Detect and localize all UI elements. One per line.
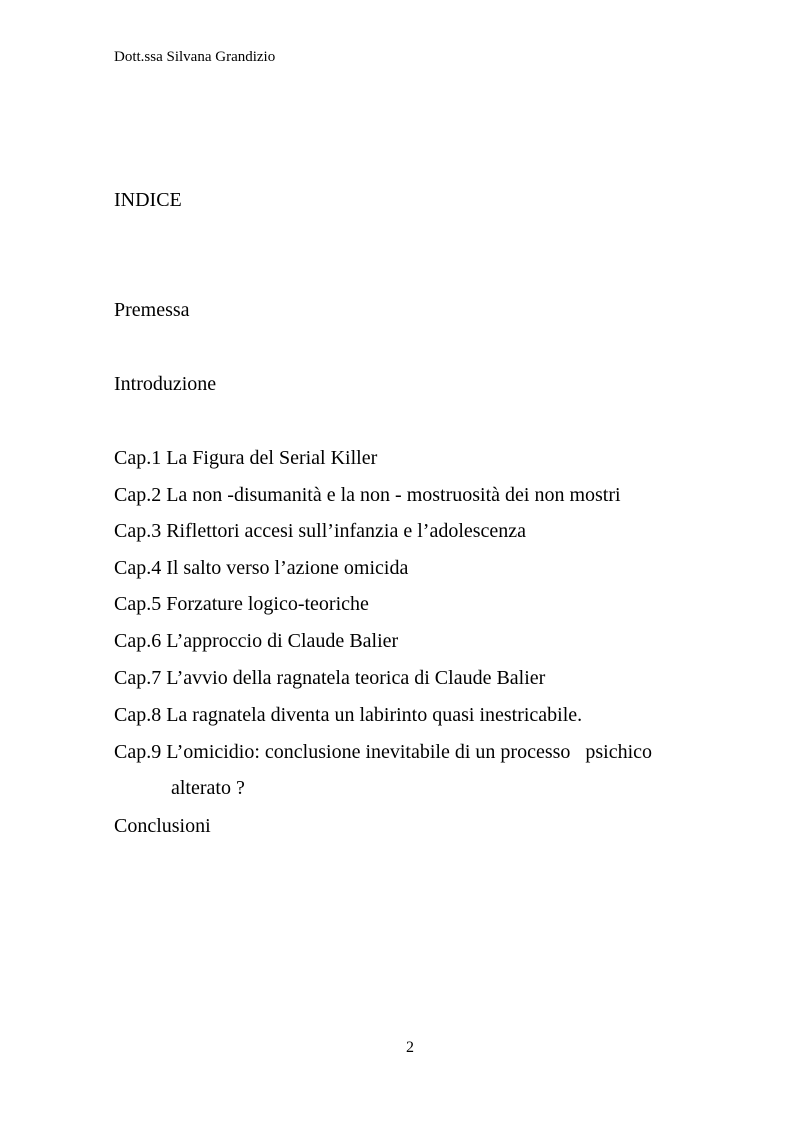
toc-entry-chapter-5: Cap.5 Forzature logico-teoriche [114,593,369,615]
toc-entry-chapter-9-continuation: alterato ? [171,777,245,799]
page-header-author: Dott.ssa Silvana Grandizio [114,49,276,65]
toc-entry-chapter-1: Cap.1 La Figura del Serial Killer [114,447,378,469]
toc-entry-chapter-4: Cap.4 Il salto verso l’azione omicida [114,557,409,579]
toc-entry-conclusioni: Conclusioni [114,815,211,837]
toc-entry-chapter-9: Cap.9 L’omicidio: conclusione inevitabile di un processo psichico [114,741,653,763]
toc-entry-chapter-6: Cap.6 L’approccio di Claude Balier [114,630,399,652]
toc-entry-introduzione: Introduzione [114,373,217,395]
toc-entry-chapter-2: Cap.2 La non -disumanità e la non - mostruosità dei non mostri [114,484,621,506]
toc-entry-chapter-8: Cap.8 La ragnatela diventa un labirinto quasi inestricabile. [114,704,583,726]
page-number: 2 [406,1039,414,1056]
toc-entry-chapter-3: Cap.3 Riflettori accesi sull’infanzia e l’adolescenza [114,520,527,542]
toc-title: INDICE [114,189,182,211]
toc-entry-chapter-7: Cap.7 L’avvio della ragnatela teorica di Claude Balier [114,667,546,689]
toc-entry-premessa: Premessa [114,299,190,321]
